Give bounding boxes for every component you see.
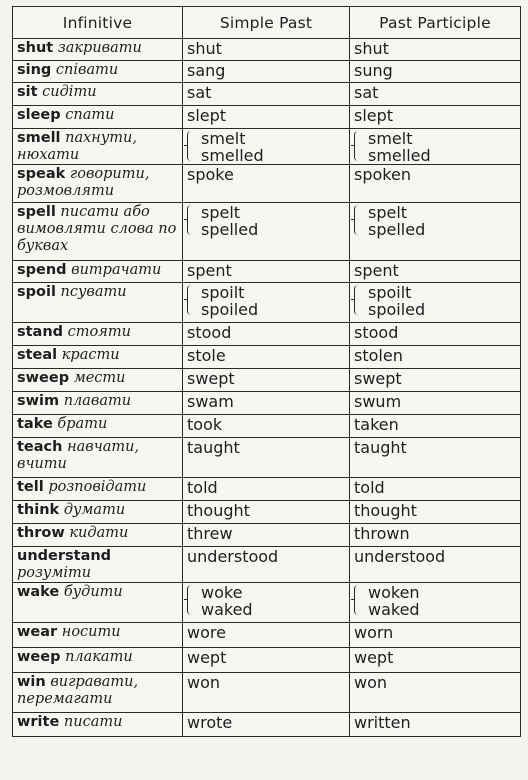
brace-icon <box>354 285 360 315</box>
column-header-simple-past: Simple Past <box>183 7 350 39</box>
infinitive-cell <box>13 106 183 129</box>
table-header-row <box>13 7 521 39</box>
verb-english: speak <box>17 166 66 182</box>
table-row <box>13 478 521 501</box>
verb-english: sit <box>17 84 38 100</box>
verb-ukrainian: плавати <box>63 393 132 409</box>
past-participle-form: stolen <box>354 346 403 365</box>
verb-ukrainian: плакати <box>65 649 133 665</box>
past-participle-cell <box>350 83 521 106</box>
simple-past-cell <box>183 369 350 392</box>
simple-past-cell <box>183 478 350 501</box>
simple-past-cell <box>183 673 350 713</box>
verb-english: think <box>17 502 60 518</box>
infinitive-cell <box>13 623 183 648</box>
verb-english: wake <box>17 584 60 600</box>
brace-icon <box>187 131 193 161</box>
table-row <box>13 83 521 106</box>
simple-past-form: wrote <box>187 713 233 732</box>
infinitive-cell <box>13 524 183 547</box>
column-header-infinitive: Infinitive <box>13 7 183 39</box>
verb-english: win <box>17 674 46 690</box>
brace-icon <box>354 585 360 615</box>
past-participle-form: spoken <box>354 165 411 184</box>
past-participle-form: swept <box>354 369 402 388</box>
table-row <box>13 129 521 165</box>
past-participle-cell <box>350 501 521 524</box>
verb-english: steal <box>17 347 58 363</box>
past-participle-form: thought <box>354 501 417 520</box>
past-participle-form: written <box>354 713 411 732</box>
verb-english: swim <box>17 393 60 409</box>
table-row <box>13 648 521 673</box>
verb-english: stand <box>17 324 64 340</box>
verb-english: write <box>17 714 60 730</box>
simple-past-cell <box>183 392 350 415</box>
past-participle-cell <box>350 415 521 438</box>
past-participle-form: spelt <box>368 203 408 222</box>
simple-past-cell <box>183 261 350 283</box>
table-row <box>13 323 521 346</box>
table-row <box>13 61 521 83</box>
verb-ukrainian: сидіти <box>42 84 97 100</box>
simple-past-form: smelt <box>201 129 246 148</box>
simple-past-form: smelled <box>201 146 264 165</box>
past-participle-form: spent <box>354 261 399 280</box>
simple-past-cell <box>183 438 350 478</box>
variant-forms <box>354 130 516 164</box>
past-participle-form: worn <box>354 623 394 642</box>
simple-past-form: spent <box>187 261 232 280</box>
infinitive-cell <box>13 438 183 478</box>
past-participle-cell <box>350 438 521 478</box>
verb-ukrainian: писати або вимовляти слова по буквах <box>17 204 177 254</box>
infinitive-cell <box>13 203 183 261</box>
simple-past-cell <box>183 346 350 369</box>
verb-english: spell <box>17 204 56 220</box>
past-participle-cell <box>350 369 521 392</box>
past-participle-cell <box>350 165 521 203</box>
simple-past-form: sang <box>187 61 226 80</box>
past-participle-cell <box>350 713 521 737</box>
past-participle-form: understood <box>354 547 446 566</box>
past-participle-cell <box>350 261 521 283</box>
verb-english: smell <box>17 130 61 146</box>
verb-english: sweep <box>17 370 70 386</box>
simple-past-cell <box>183 203 350 261</box>
verb-english: shut <box>17 40 54 56</box>
variant-forms <box>187 130 345 164</box>
simple-past-form: swam <box>187 392 234 411</box>
past-participle-cell <box>350 623 521 648</box>
past-participle-cell <box>350 648 521 673</box>
simple-past-form: spoiled <box>201 300 259 319</box>
simple-past-form: woke <box>201 583 243 602</box>
past-participle-form: shut <box>354 39 389 58</box>
simple-past-cell <box>183 524 350 547</box>
verb-ukrainian: псувати <box>60 284 127 300</box>
verb-ukrainian: витрачати <box>71 262 162 278</box>
simple-past-form: sat <box>187 83 212 102</box>
verb-ukrainian: кидати <box>69 525 129 541</box>
past-participle-cell <box>350 346 521 369</box>
simple-past-form: waked <box>201 600 253 619</box>
infinitive-cell <box>13 648 183 673</box>
past-participle-cell <box>350 392 521 415</box>
simple-past-cell <box>183 283 350 323</box>
infinitive-cell <box>13 323 183 346</box>
simple-past-cell <box>183 165 350 203</box>
infinitive-cell <box>13 283 183 323</box>
verb-english: tell <box>17 479 44 495</box>
table-row <box>13 547 521 583</box>
verb-english: sleep <box>17 107 61 123</box>
simple-past-form: took <box>187 415 223 434</box>
verb-english: understand <box>17 548 112 564</box>
simple-past-form: wore <box>187 623 226 642</box>
past-participle-cell <box>350 283 521 323</box>
verb-english: spend <box>17 262 67 278</box>
variant-forms <box>187 204 345 238</box>
past-participle-cell <box>350 129 521 165</box>
simple-past-form: told <box>187 478 218 497</box>
infinitive-cell <box>13 39 183 61</box>
infinitive-cell <box>13 583 183 623</box>
past-participle-form: taught <box>354 438 407 457</box>
verb-english: teach <box>17 439 63 455</box>
verb-ukrainian: співати <box>55 62 119 78</box>
infinitive-cell <box>13 129 183 165</box>
irregular-verbs-table <box>12 6 521 737</box>
verb-ukrainian: спати <box>65 107 115 123</box>
brace-icon <box>354 131 360 161</box>
simple-past-cell <box>183 415 350 438</box>
verb-ukrainian: закривати <box>57 40 142 56</box>
simple-past-cell <box>183 323 350 346</box>
column-header-past-participle: Past Participle <box>350 7 521 39</box>
past-participle-form: sung <box>354 61 393 80</box>
brace-icon <box>187 285 193 315</box>
simple-past-cell <box>183 648 350 673</box>
verb-english: wear <box>17 624 58 640</box>
verb-english: sing <box>17 62 52 78</box>
verb-ukrainian: навчати, вчити <box>17 439 140 472</box>
past-participle-cell <box>350 673 521 713</box>
past-participle-form: woken <box>368 583 420 602</box>
past-participle-form: told <box>354 478 385 497</box>
past-participle-cell <box>350 478 521 501</box>
infinitive-cell <box>13 673 183 713</box>
verb-english: weep <box>17 649 61 665</box>
variant-forms <box>354 284 516 318</box>
infinitive-cell <box>13 713 183 737</box>
simple-past-cell <box>183 106 350 129</box>
table-row <box>13 524 521 547</box>
past-participle-cell <box>350 583 521 623</box>
past-participle-form: waked <box>368 600 420 619</box>
simple-past-form: understood <box>187 547 279 566</box>
table-row <box>13 623 521 648</box>
infinitive-cell <box>13 369 183 392</box>
brace-icon <box>187 205 193 235</box>
infinitive-cell <box>13 165 183 203</box>
verb-ukrainian: писати <box>63 714 123 730</box>
table-body <box>13 39 521 737</box>
past-participle-form: stood <box>354 323 399 342</box>
past-participle-form: smelt <box>368 129 413 148</box>
past-participle-form: spelled <box>368 220 426 239</box>
variant-forms <box>187 284 345 318</box>
simple-past-form: taught <box>187 438 240 457</box>
simple-past-cell <box>183 129 350 165</box>
verb-ukrainian: розуміти <box>17 565 92 581</box>
past-participle-cell <box>350 61 521 83</box>
simple-past-form: slept <box>187 106 227 125</box>
simple-past-cell <box>183 583 350 623</box>
infinitive-cell <box>13 346 183 369</box>
table-row <box>13 283 521 323</box>
verb-ukrainian: думати <box>63 502 126 518</box>
simple-past-form: wept <box>187 648 227 667</box>
infinitive-cell <box>13 83 183 106</box>
infinitive-cell <box>13 478 183 501</box>
table-row <box>13 203 521 261</box>
infinitive-cell <box>13 415 183 438</box>
simple-past-cell <box>183 83 350 106</box>
simple-past-form: spoilt <box>201 283 245 302</box>
simple-past-cell <box>183 623 350 648</box>
verb-ukrainian: будити <box>63 584 123 600</box>
verb-ukrainian: стояти <box>67 324 131 340</box>
infinitive-cell <box>13 61 183 83</box>
simple-past-form: stood <box>187 323 232 342</box>
verb-ukrainian: розповідати <box>48 479 147 495</box>
table-row <box>13 583 521 623</box>
past-participle-cell <box>350 524 521 547</box>
past-participle-form: taken <box>354 415 399 434</box>
verb-english: throw <box>17 525 65 541</box>
past-participle-form: smelled <box>368 146 431 165</box>
past-participle-cell <box>350 39 521 61</box>
table-row <box>13 438 521 478</box>
simple-past-form: spoke <box>187 165 234 184</box>
past-participle-cell <box>350 203 521 261</box>
verb-ukrainian: говорити, розмовляти <box>17 166 150 199</box>
table-row <box>13 165 521 203</box>
variant-forms <box>187 584 345 618</box>
past-participle-form: won <box>354 673 388 692</box>
infinitive-cell <box>13 501 183 524</box>
infinitive-cell <box>13 392 183 415</box>
infinitive-cell <box>13 261 183 283</box>
past-participle-form: slept <box>354 106 394 125</box>
simple-past-cell <box>183 713 350 737</box>
table-row <box>13 673 521 713</box>
verb-ukrainian: брати <box>57 416 108 432</box>
past-participle-cell <box>350 547 521 583</box>
table-row <box>13 106 521 129</box>
table-row <box>13 392 521 415</box>
simple-past-cell <box>183 501 350 524</box>
past-participle-cell <box>350 106 521 129</box>
verb-ukrainian: красти <box>61 347 120 363</box>
brace-icon <box>354 205 360 235</box>
past-participle-form: thrown <box>354 524 410 543</box>
table-row <box>13 369 521 392</box>
verb-ukrainian: вигравати, перемагати <box>17 674 139 707</box>
variant-forms <box>354 584 516 618</box>
verb-ukrainian: носити <box>61 624 121 640</box>
simple-past-cell <box>183 39 350 61</box>
verb-ukrainian: мести <box>73 370 126 386</box>
table-row <box>13 415 521 438</box>
table-row <box>13 261 521 283</box>
simple-past-form: stole <box>187 346 226 365</box>
simple-past-form: spelled <box>201 220 259 239</box>
verb-english: take <box>17 416 53 432</box>
table-row <box>13 713 521 737</box>
simple-past-form: shut <box>187 39 222 58</box>
simple-past-form: threw <box>187 524 233 543</box>
simple-past-form: thought <box>187 501 250 520</box>
past-participle-cell <box>350 323 521 346</box>
table-row <box>13 346 521 369</box>
variant-forms <box>354 204 516 238</box>
past-participle-form: sat <box>354 83 379 102</box>
past-participle-form: spoiled <box>368 300 426 319</box>
simple-past-form: won <box>187 673 221 692</box>
verb-ukrainian: пахнути, нюхати <box>17 130 137 163</box>
simple-past-form: swept <box>187 369 235 388</box>
past-participle-form: wept <box>354 648 394 667</box>
table-row <box>13 501 521 524</box>
table-row <box>13 39 521 61</box>
past-participle-form: swum <box>354 392 402 411</box>
verb-english: spoil <box>17 284 56 300</box>
infinitive-cell <box>13 547 183 583</box>
simple-past-cell <box>183 547 350 583</box>
brace-icon <box>187 585 193 615</box>
simple-past-cell <box>183 61 350 83</box>
simple-past-form: spelt <box>201 203 241 222</box>
past-participle-form: spoilt <box>368 283 412 302</box>
